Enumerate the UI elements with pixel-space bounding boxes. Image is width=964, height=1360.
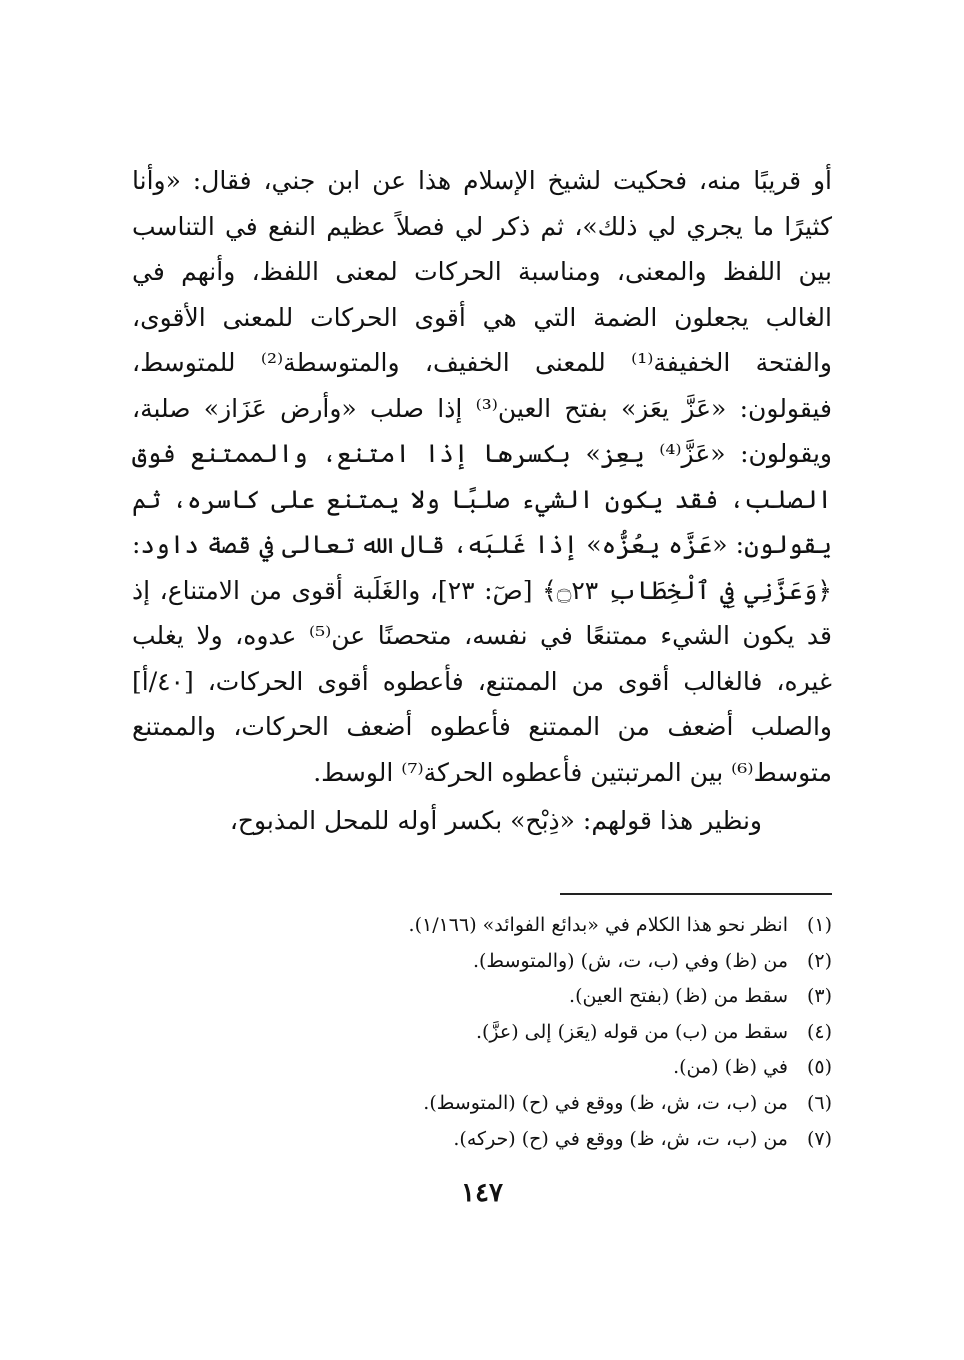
footnote-number: (٧) <box>806 1127 832 1150</box>
footnote-number: (٣) <box>806 985 832 1008</box>
footnote-text: سقط من (ظ) (بفتح العين). <box>569 985 788 1008</box>
page-number: ١٤٧ <box>461 1178 503 1208</box>
main-body-text <box>132 158 832 795</box>
footnote-item <box>132 1122 832 1158</box>
footnote-text: من (ب، ت، ش، ظ) ووقع في (ح) (حركه). <box>453 1127 788 1150</box>
body-paragraph-2: ونظير هذا قولهم: «ذِبْح» بكسر أوله للمحل المذبوح، <box>229 806 762 835</box>
footnote-text: من (ب، ت، ش، ظ) ووقع في (ح) (المتوسط). <box>423 1091 788 1114</box>
footnote-item <box>132 944 832 980</box>
body-paragraph-1: أو قريبًا منه، فحكيت لشيخ الإسلام هذا عن ابن جني، فقال: «وأنا كثيرًا ما يجري لي ذلك»، ثم ذكر لي فصلاً عظيم النفع في التناسب بين اللفظ والمعنى، ومناسبة الحركات لمعنى اللفظ، وأنهم في الغالب يجعلون الضمة التي هي أقوى الحركات للمعنى الأقوى، والفتحة الخفيفة⁽¹⁾ للمعنى الخفيف، والمتوسطة⁽²⁾ للمتوسط، فيقولون: «عَزَّ يعَز» بفتح العين⁽³⁾ إذا صلب «وأرض عَزَاز» صلبة، ويقولون: «عَزَّ⁽⁴⁾ يعِز» بكسرها إذا امتنع، والممتنع فوق الصلب، فقد يكون الشيء صلبًا ولا يمتنع على كاسره، ثم يقولون: «عَزَّه يعُزُّه» إذا غَلبَه، قال الله تعالى في قصة داود: ﴿وَعَزَّنِي فِي ٱلْخِطَابِ ۝٢٣﴾ [صٓ: ٢٣]، والغَلَبة أقوى من الامتناع، إذ قد يكون الشيء ممتنعًا في نفسه، متحصنًا عن⁽⁵⁾ عدوه، ولا يغلب غيره، فالغالب أقوى من الممتنع، فأعطوه أقوى الحركات، [٤٠/أ] والصلب أضعف من الممتنع فأعطوه أضعف الحركات، والممتنع متوسط⁽⁶⁾ بين المرتبتين فأعطوه الحركة⁽⁷⁾ الوسط. <box>132 166 833 787</box>
footnote-text: سقط من (ب) من قوله (يعَز) إلى (عزَّ). <box>475 1020 788 1043</box>
footnote-number: (١) <box>806 914 832 936</box>
footnote-item <box>132 1086 832 1122</box>
footnote-item <box>132 979 832 1015</box>
footnote-number: (٤) <box>806 1020 832 1043</box>
footnote-number: (٢) <box>806 949 832 972</box>
footnote-item <box>132 1015 832 1051</box>
footnote-text: انظر نحو هذا الكلام في «بدائع الفوائد» (١/١٦٦). <box>408 914 788 936</box>
footnote-number: (٥) <box>806 1056 832 1079</box>
footnote-divider <box>560 893 832 895</box>
footnotes-list <box>132 908 832 1157</box>
footnote-text: من (ظ) وفي (ب، ت، ش) (والمتوسط). <box>472 949 788 972</box>
footnote-item <box>132 1050 832 1086</box>
footnote-text: في (ظ) (من). <box>673 1056 788 1079</box>
footnote-number: (٦) <box>806 1091 832 1114</box>
footnote-item <box>132 908 832 944</box>
